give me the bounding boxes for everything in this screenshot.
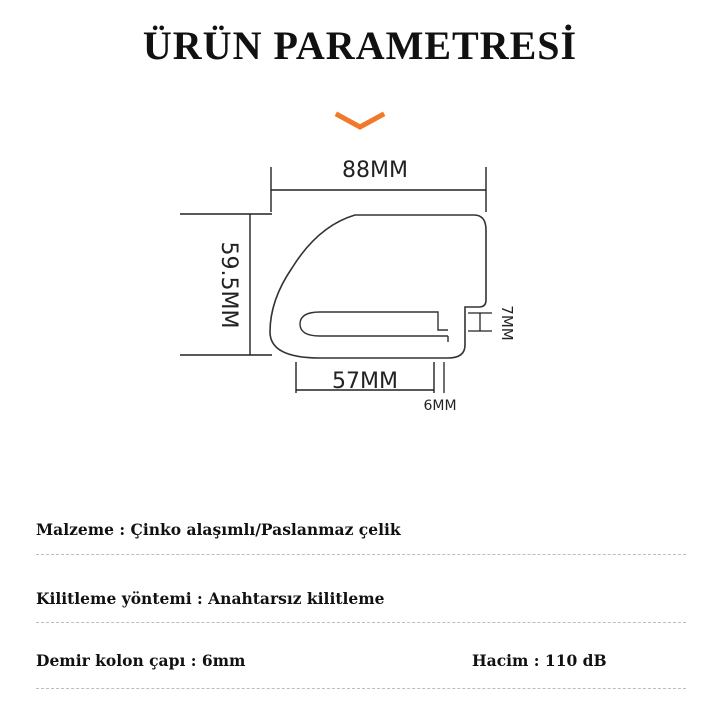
spec-locking-method: Kilitleme yöntemi : Anahtarsız kilitleme (36, 589, 385, 608)
lock-slot-outline (300, 312, 448, 336)
page-title: ÜRÜN PARAMETRESİ (142, 23, 578, 68)
spec-volume: Hacim : 110 dB (472, 651, 607, 670)
slot-length-dimension (296, 362, 434, 394)
spec-row-column-volume (36, 651, 686, 673)
pin-label: 6MM (423, 398, 457, 414)
width-dimension (271, 158, 486, 212)
spec-column-diameter: Demir kolon çapı : 6mm (36, 651, 246, 670)
slot-length-label: 57MM (332, 369, 398, 394)
height-label: 59.5MM (216, 241, 241, 329)
divider (36, 554, 686, 555)
slot-height-label: 7MM (498, 305, 516, 341)
slot-height-dimension (468, 305, 516, 340)
pin-dimension (423, 362, 456, 414)
spec-material: Malzeme : Çinko alaşımlı/Paslanmaz çelik (36, 520, 401, 539)
divider (36, 688, 686, 689)
chevron-down-icon (338, 115, 382, 127)
width-label: 88MM (342, 158, 408, 183)
height-dimension (180, 214, 272, 355)
divider (36, 622, 686, 623)
